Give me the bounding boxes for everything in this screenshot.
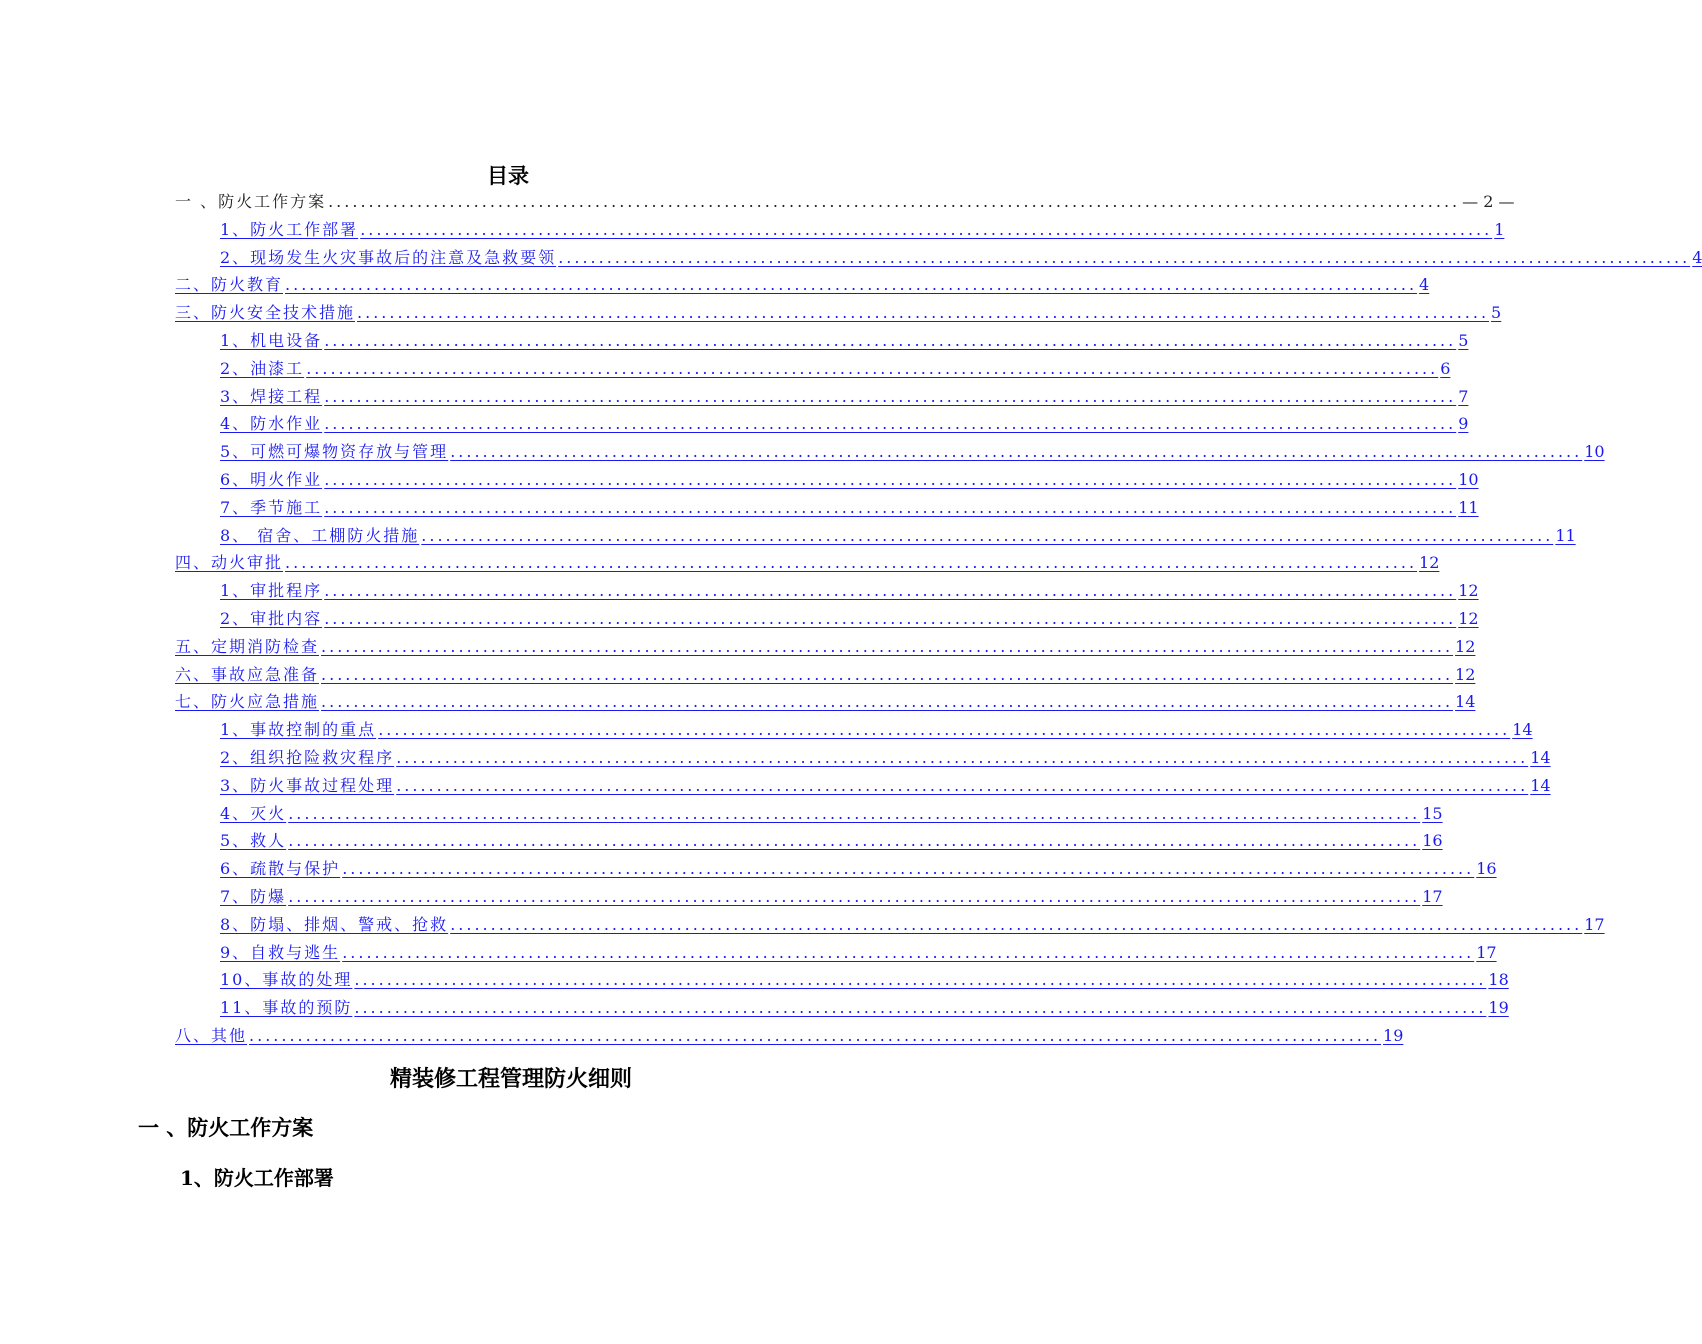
toc-entry-label: 1、审批程序 [220, 581, 323, 601]
toc-entry[interactable] [175, 216, 1505, 244]
toc-page-number: 10 [1458, 469, 1479, 489]
toc-entry-label: 5、救人 [220, 831, 287, 851]
toc-page-number: 4 [1692, 247, 1702, 267]
toc-entry-label: 五、定期消防检查 [175, 636, 320, 656]
toc-entry[interactable] [175, 966, 1509, 994]
table-of-contents [175, 188, 1702, 1050]
toc-entry-label: 5、可燃可爆物资存放与管理 [220, 442, 449, 462]
toc-dot-leader: ............................................................................................................................................ [558, 247, 1691, 267]
toc-entry[interactable] [175, 327, 1469, 355]
toc-page-number: 11 [1458, 497, 1479, 517]
toc-entry[interactable] [175, 911, 1605, 939]
toc-entry-label: 六、事故应急准备 [175, 664, 320, 684]
toc-entry[interactable] [175, 994, 1509, 1022]
toc-title: 目录 [487, 163, 529, 188]
toc-page-number: 12 [1455, 664, 1476, 684]
toc-page-number: 17 [1422, 886, 1443, 906]
toc-dot-leader: ............................................................................................................................................ [288, 803, 1421, 823]
toc-entry [175, 188, 1515, 216]
toc-page-number: 6 [1440, 358, 1451, 378]
toc-page-number: 9 [1458, 414, 1469, 434]
toc-page-number: 14 [1530, 775, 1551, 795]
toc-entry[interactable] [175, 883, 1443, 911]
toc-dot-leader: ............................................................................................................................................ [288, 831, 1421, 851]
toc-page-number: 4 [1419, 275, 1430, 295]
toc-page-number: 19 [1383, 1025, 1404, 1045]
toc-entry-label: 4、防水作业 [220, 414, 323, 434]
toc-dot-leader: ............................................................................................................................................ [354, 998, 1487, 1018]
toc-entry[interactable] [175, 827, 1443, 855]
toc-entry[interactable] [175, 383, 1469, 411]
toc-page-number: 14 [1530, 747, 1551, 767]
toc-page-number: 15 [1422, 803, 1443, 823]
toc-entry[interactable] [175, 577, 1479, 605]
toc-page-number: 12 [1419, 553, 1440, 573]
toc-entry[interactable] [175, 633, 1476, 661]
toc-dot-leader: ............................................................................................................................................ [324, 497, 1457, 517]
toc-entry-label: 8、 宿舍、工棚防火措施 [220, 525, 420, 545]
toc-dot-leader: ............................................................................................................................................ [324, 608, 1457, 628]
toc-dot-leader: ............................................................................................................................................ [396, 747, 1529, 767]
toc-entry[interactable] [175, 855, 1497, 883]
toc-dot-leader: ............................................................................................................................................ [324, 469, 1457, 489]
toc-entry-label: 四、动火审批 [175, 553, 284, 573]
toc-dot-leader: ............................................................................................................................................ [357, 303, 1490, 323]
toc-entry[interactable] [175, 688, 1476, 716]
toc-dot-leader: ............................................................................................................................................ [421, 525, 1554, 545]
toc-dot-leader: ............................................................................................................................................ [321, 664, 1454, 684]
toc-entry-label: 6、疏散与保护 [220, 859, 341, 879]
toc-entry-label: 10、事故的处理 [220, 970, 353, 990]
toc-page-number: 10 [1584, 442, 1605, 462]
toc-dot-leader: ............................................................................................................................................ [288, 886, 1421, 906]
toc-page-number: 19 [1488, 998, 1509, 1018]
toc-dot-leader: ............................................................................................................................................ [342, 942, 1475, 962]
toc-entry[interactable] [175, 772, 1551, 800]
toc-entry[interactable] [175, 244, 1702, 272]
toc-page-number: 16 [1422, 831, 1443, 851]
toc-dot-leader: ............................................................................................................................................ [328, 192, 1461, 211]
toc-entry-label: 2、现场发生火灾事故后的注意及急救要领 [220, 247, 557, 267]
toc-entry-label: 1、机电设备 [220, 330, 323, 350]
toc-entry-label: 三、防火安全技术措施 [175, 303, 356, 323]
toc-entry-label: 4、灭火 [220, 803, 287, 823]
toc-page-number: 12 [1458, 581, 1479, 601]
document-title: 精装修工程管理防火细则 [389, 1066, 632, 1092]
toc-entry[interactable] [175, 800, 1443, 828]
toc-dot-leader: ............................................................................................................................................ [396, 775, 1529, 795]
toc-page-number: 5 [1458, 330, 1469, 350]
toc-page-number: 17 [1584, 914, 1605, 934]
toc-entry[interactable] [175, 410, 1469, 438]
toc-dot-leader: ............................................................................................................................................ [354, 970, 1487, 990]
toc-page-number: 14 [1455, 692, 1476, 712]
toc-dot-leader: ............................................................................................................................................ [342, 859, 1475, 879]
toc-dot-leader: ............................................................................................................................................ [285, 553, 1418, 573]
toc-entry[interactable] [175, 299, 1502, 327]
toc-entry[interactable] [175, 466, 1479, 494]
toc-entry-label: 3、焊接工程 [220, 386, 323, 406]
toc-dot-leader: ............................................................................................................................................ [321, 636, 1454, 656]
toc-page-number: 17 [1476, 942, 1497, 962]
toc-entry[interactable] [175, 494, 1479, 522]
toc-dot-leader: ............................................................................................................................................ [450, 914, 1583, 934]
toc-entry[interactable] [175, 744, 1551, 772]
toc-entry[interactable] [175, 605, 1479, 633]
subsection-heading: 1、防火工作部署 [180, 1166, 334, 1190]
toc-entry[interactable] [175, 716, 1533, 744]
toc-entry[interactable] [175, 355, 1451, 383]
toc-entry[interactable] [175, 549, 1440, 577]
toc-entry-label: 6、明火作业 [220, 469, 323, 489]
toc-page-number: 16 [1476, 859, 1497, 879]
toc-entry[interactable] [175, 522, 1576, 550]
toc-entry-label: 3、防火事故过程处理 [220, 775, 395, 795]
toc-dot-leader: ............................................................................................................................................ [324, 386, 1457, 406]
toc-dot-leader: ............................................................................................................................................ [306, 358, 1439, 378]
toc-page-number: 1 [1494, 219, 1505, 239]
toc-entry-label: 11、事故的预防 [220, 998, 353, 1018]
toc-entry-label: 7、季节施工 [220, 497, 323, 517]
toc-dot-leader: ............................................................................................................................................ [249, 1025, 1382, 1045]
toc-entry[interactable] [175, 438, 1605, 466]
toc-entry[interactable] [175, 939, 1497, 967]
toc-entry[interactable] [175, 661, 1476, 689]
toc-dot-leader: ............................................................................................................................................ [324, 414, 1457, 434]
toc-page-number: — 2 — [1462, 192, 1515, 211]
toc-dot-leader: ............................................................................................................................................ [285, 275, 1418, 295]
toc-page-number: 18 [1488, 970, 1509, 990]
toc-dot-leader: ............................................................................................................................................ [360, 219, 1493, 239]
toc-entry-label: 一 、防火工作方案 [175, 192, 327, 211]
toc-entry-label: 八、其他 [175, 1025, 248, 1045]
toc-dot-leader: ............................................................................................................................................ [324, 330, 1457, 350]
toc-dot-leader: ............................................................................................................................................ [321, 692, 1454, 712]
toc-dot-leader: ............................................................................................................................................ [324, 581, 1457, 601]
toc-entry-label: 1、事故控制的重点 [220, 720, 377, 740]
toc-entry-label: 二、防火教育 [175, 275, 284, 295]
toc-entry-label: 2、油漆工 [220, 358, 305, 378]
toc-page-number: 12 [1455, 636, 1476, 656]
toc-entry[interactable] [175, 1022, 1404, 1050]
toc-page-number: 12 [1458, 608, 1479, 628]
toc-entry-label: 2、审批内容 [220, 608, 323, 628]
toc-entry-label: 7、防爆 [220, 886, 287, 906]
toc-page-number: 14 [1512, 720, 1533, 740]
toc-page-number: 11 [1555, 525, 1576, 545]
toc-page-number: 7 [1458, 386, 1469, 406]
section-heading: 一 、防火工作方案 [138, 1115, 314, 1140]
toc-entry-label: 9、自救与逃生 [220, 942, 341, 962]
toc-entry-label: 七、防火应急措施 [175, 692, 320, 712]
toc-entry-label: 2、组织抢险救灾程序 [220, 747, 395, 767]
toc-page-number: 5 [1491, 303, 1502, 323]
toc-dot-leader: ............................................................................................................................................ [378, 720, 1511, 740]
toc-entry-label: 8、防塌、排烟、警戒、抢救 [220, 914, 449, 934]
toc-dot-leader: ............................................................................................................................................ [450, 442, 1583, 462]
toc-entry-label: 1、防火工作部署 [220, 219, 359, 239]
toc-entry[interactable] [175, 271, 1430, 299]
